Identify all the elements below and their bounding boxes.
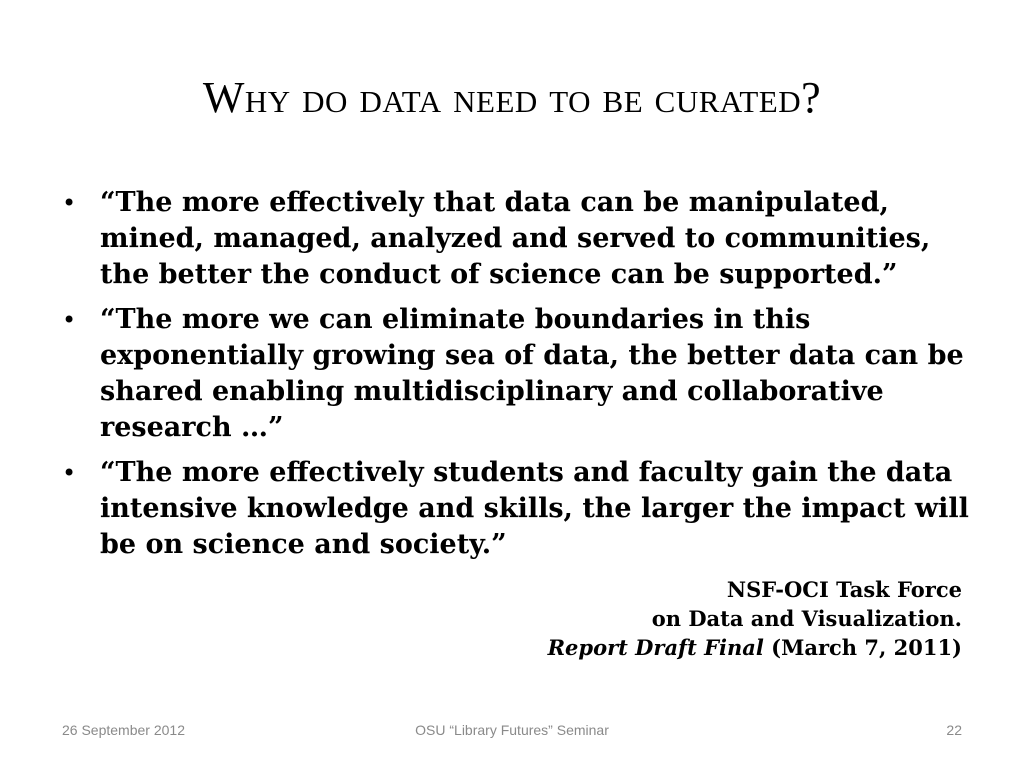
bullet-text: “The more effectively that data can be manipulated, mined, managed, analyzed and served to communities, the better the conduct of science can be supported.” [100, 187, 931, 290]
bullet-item [62, 302, 972, 446]
citation-line-subject: on Data and Visualization. [651, 606, 962, 631]
bullet-marker: • [62, 306, 77, 334]
citation-report-date: (March 7, 2011) [763, 635, 962, 660]
citation-line-author: NSF-OCI Task Force [726, 577, 962, 602]
bullet-item [62, 185, 972, 293]
footer-title: OSU “Library Futures” Seminar [415, 722, 609, 738]
footer-date: 26 September 2012 [62, 722, 185, 738]
citation-report-title: Report Draft Final [547, 635, 764, 660]
bullet-list [62, 185, 972, 572]
bullet-text: “The more effectively students and faculty gain the data intensive knowledge and skills, the larger the impact will be on science and society.” [100, 457, 969, 560]
bullet-marker: • [62, 189, 77, 217]
slide-title: Why do data need to be curated? [202, 73, 822, 122]
citation [462, 575, 962, 662]
footer-page-number: 22 [946, 722, 962, 738]
bullet-text: “The more we can eliminate boundaries in this exponentially growing sea of data, the better data can be shared enabling multidisciplinary and collaborative research …” [100, 304, 964, 443]
citation-line-report [462, 633, 962, 662]
bullet-item [62, 455, 972, 563]
bullet-marker: • [62, 459, 77, 487]
